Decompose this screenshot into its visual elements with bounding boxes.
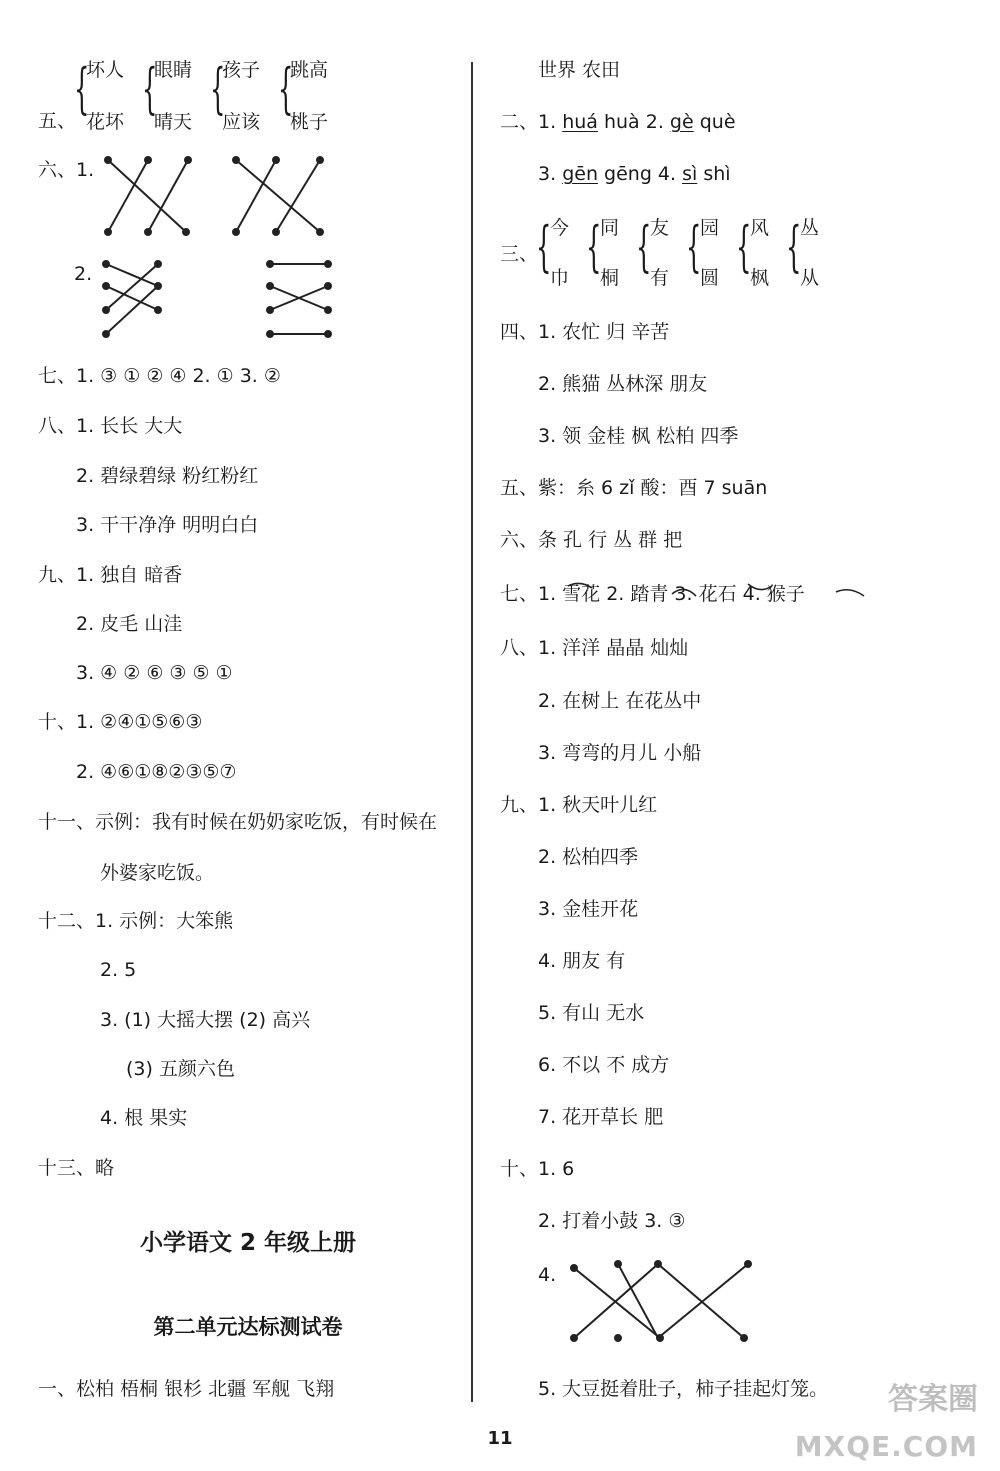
r-q4-line-2: 2. 熊猫 丛林深 朋友 [538, 373, 708, 395]
r-q9-line-4: 4. 朋友 有 [538, 950, 626, 972]
r-q10-matching [564, 1256, 824, 1346]
pinyin-underlined: gè [669, 111, 694, 133]
pinyin-underlined: gēn [562, 163, 598, 185]
q12-line-1: 十二、1. 示例：大笨熊 [38, 910, 234, 932]
r-q9-line-5: 5. 有山 无水 [538, 1002, 645, 1024]
r-q10-line-3: 4. [538, 1264, 557, 1286]
r-continued-line: 世界 农田 [538, 59, 621, 81]
q9-line-2: 2. 皮毛 山洼 [76, 613, 183, 635]
pinyin-underlined: sì [682, 163, 698, 185]
r-q2-line-1: 二、1. huá huà 2. gè què [500, 111, 736, 133]
r-q10-line-1: 十、1. 6 [500, 1158, 575, 1180]
q5-label: 五、 [38, 110, 77, 132]
r-q10-line-5: 5. 大豆挺着肚子，柿子挂起灯笼。 [538, 1378, 829, 1400]
q12-line-2: 2. 5 [100, 959, 137, 981]
answer-page: 五、 { 坏人 花坏 { 眼睛 晴天 { 孩子 应该 { 跳高 桃子 六、1. 2. 七、1. ③ ① ② ④ 2. ① 3. ② 八、1. 长长 大大 2. 碧绿碧绿 粉红粉红 3. 干干净净 明明白白 九、1. 独自 暗香 2. 皮毛 山洼 3. ④ ② ⑥ ③ ⑤ ① 十、1. ②④①⑤⑥③ 2. ④⑥①⑧②③⑤⑦ 十一、示例：我有时候在奶奶家吃饭，有时候在 外婆家吃饭。 十二、1. 示例：大笨熊 2. 5 3. (1) 大摇大摆 (2) 高兴 (3) 五颜六色 4. 根 果实 十三、略 小学语文 2 年级上册 第二单元达标测试卷 一、松柏 梧桐 银杉 北疆 军舰 飞翔 世界 农田 二、1. huá huà 2. gè què 3. gēn gēng 4. sì shì 三、 { 今 巾 { 同 桐 { 友 有 { 园 圆 { 风 枫 { 丛 从 四、1. 农忙 归 辛苦 2. 熊猫 丛林深 朋友 3. 领 金桂 枫 松柏 四季 五、紫：糸 6 zǐ 酸：酉 7 suān 六、条 孔 行 丛 群 把 七、1. 雪花 2. 踏青 3. 花石 4. 猴子 八、1. 洋洋 晶晶 灿灿 2. 在树上 在花丛中 3. 弯弯的月儿 小船 九、1. 秋天叶儿红 2. 松柏四季 3. 金桂开花 4. 朋友 有 5. 有山 无水 6. 不以 不 成方 7. 花开草长 肥 十、1. 6 2. 打着小鼓 3. ③ 4. 5. 大豆挺着肚子，柿子挂起灯笼。 11 答案圈 MXQE.COM [0, 0, 1000, 1471]
r-q6-answer: 六、条 孔 行 丛 群 把 [500, 529, 683, 551]
r-q8-line-3: 3. 弯弯的月儿 小船 [538, 742, 702, 764]
r-q4-line-3: 3. 领 金桂 枫 松柏 四季 [538, 425, 739, 447]
r-q8-line-2: 2. 在树上 在花丛中 [538, 690, 702, 712]
q11-line-2: 外婆家吃饭。 [100, 862, 215, 884]
q6-label: 六、1. [38, 159, 95, 181]
q9-line-1: 九、1. 独自 暗香 [38, 564, 183, 586]
q1-answer: 一、松柏 梧桐 银杉 北疆 军舰 飞翔 [38, 1378, 335, 1400]
r-q9-line-1: 九、1. 秋天叶儿红 [500, 794, 658, 816]
page-number: 11 [487, 1428, 513, 1449]
q8-line-2: 2. 碧绿碧绿 粉红粉红 [76, 465, 259, 487]
r-q9-line-3: 3. 金桂开花 [538, 898, 639, 920]
r-q9-line-6: 6. 不以 不 成方 [538, 1054, 670, 1076]
q12-line-4: (3) 五颜六色 [126, 1058, 235, 1080]
pinyin-underlined: huá [562, 111, 598, 133]
r-q10-line-2: 2. 打着小鼓 3. ③ [538, 1210, 686, 1232]
q10-line-2: 2. ④⑥①⑧②③⑤⑦ [76, 761, 237, 783]
q8-line-1: 八、1. 长长 大大 [38, 415, 183, 437]
q7-answer: 七、1. ③ ① ② ④ 2. ① 3. ② [38, 365, 281, 387]
r-q9-line-7: 7. 花开草长 肥 [538, 1106, 664, 1128]
watermark-url: MXQE.COM [794, 1430, 978, 1463]
q11-line-1: 十一、示例：我有时候在奶奶家吃饭，有时候在 [38, 811, 438, 833]
q13-answer: 十三、略 [38, 1157, 115, 1179]
unit-title: 第二单元达标测试卷 [153, 1315, 343, 1339]
r-q2-line-2: 3. gēn gēng 4. sì shì [538, 163, 731, 185]
r-q7-answer: 七、1. 雪花 2. 踏青 3. 花石 4. 猴子 [500, 583, 805, 605]
q6-matching-1 [100, 150, 340, 250]
r-q9-line-2: 2. 松柏四季 [538, 846, 639, 868]
r-q5-answer: 五、紫：糸 6 zǐ 酸：酉 7 suān [500, 477, 768, 499]
q12-line-5: 4. 根 果实 [100, 1107, 188, 1129]
r-q4-line-1: 四、1. 农忙 归 辛苦 [500, 321, 670, 343]
watermark-logo: 答案圈 [888, 1382, 978, 1417]
r-q7-strike-marks [566, 578, 886, 608]
q9-line-3: 3. ④ ② ⑥ ③ ⑤ ① [76, 662, 233, 684]
r-q3-label: 三、 [500, 243, 539, 265]
q6-matching-2 [100, 256, 340, 346]
q10-line-1: 十、1. ②④①⑤⑥③ [38, 711, 203, 733]
column-divider [471, 62, 473, 1402]
book-title: 小学语文 2 年级上册 [139, 1230, 357, 1256]
q8-line-3: 3. 干干净净 明明白白 [76, 514, 259, 536]
r-q8-line-1: 八、1. 洋洋 晶晶 灿灿 [500, 637, 689, 659]
q12-line-3: 3. (1) 大摇大摆 (2) 高兴 [100, 1009, 311, 1031]
q6-sub2-label: 2. [74, 263, 93, 285]
